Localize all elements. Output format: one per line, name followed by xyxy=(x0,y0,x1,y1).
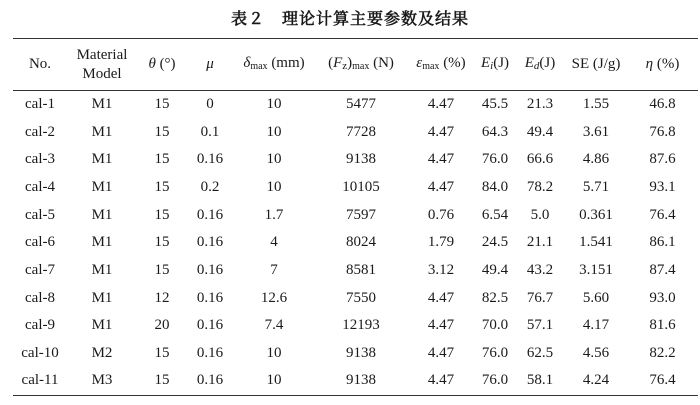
cell-ei: 76.0 xyxy=(481,151,509,168)
cell-eta: 46.8 xyxy=(649,96,676,113)
cell-eta: 86.1 xyxy=(649,234,676,251)
cell-delta-max: 12.6 xyxy=(260,289,288,306)
cell-ei: 70.0 xyxy=(481,317,509,334)
cell-delta-max: 7 xyxy=(270,261,278,278)
table-row xyxy=(13,257,698,285)
header-delta-max xyxy=(233,39,315,91)
cell-fz-max: 8024 xyxy=(346,234,376,251)
cell-material-model: M3 xyxy=(91,372,113,389)
cell-fz-max: 5477 xyxy=(346,96,376,113)
header-fz-max xyxy=(315,39,407,91)
cell-theta: 15 xyxy=(154,345,170,362)
cell-no: cal-10 xyxy=(21,345,59,362)
cell-se: 5.60 xyxy=(582,289,610,306)
cell-mu: 0.16 xyxy=(196,317,224,334)
cell-se: 4.24 xyxy=(582,372,610,389)
fz-unit: (N) xyxy=(369,54,394,71)
cell-ei: 84.0 xyxy=(481,178,509,195)
cell-theta: 12 xyxy=(154,289,170,306)
cell-eps-max: 4.47 xyxy=(427,178,455,195)
cell-material-model: M1 xyxy=(91,178,113,195)
ed-symbol: E xyxy=(524,54,534,71)
cell-material-model: M2 xyxy=(91,345,113,362)
cell-delta-max: 10 xyxy=(266,123,282,140)
table-row xyxy=(13,118,698,146)
ei-symbol: E xyxy=(480,54,491,71)
ei-unit: (J) xyxy=(493,54,510,71)
cell-ed: 58.1 xyxy=(526,372,554,389)
cell-no: cal-9 xyxy=(25,317,55,334)
cell-mu: 0.16 xyxy=(196,261,224,278)
cell-delta-max: 7.4 xyxy=(264,317,284,334)
fz-symbol: F xyxy=(333,54,343,71)
ed-unit: (J) xyxy=(539,54,556,71)
epsilon-symbol: ε xyxy=(416,54,423,71)
header-mu xyxy=(187,39,233,91)
fz-subscript-z: z xyxy=(342,59,348,72)
cell-material-model: M1 xyxy=(91,123,113,140)
cell-se: 3.151 xyxy=(579,261,613,278)
cell-eps-max: 4.47 xyxy=(427,372,455,389)
cell-mu: 0.2 xyxy=(200,178,220,195)
cell-no: cal-8 xyxy=(25,289,55,306)
cell-material-model: M1 xyxy=(91,317,113,334)
cell-se: 5.71 xyxy=(582,178,610,195)
cell-ei: 24.5 xyxy=(481,234,509,251)
table-row xyxy=(13,340,698,368)
cell-ed: 78.2 xyxy=(526,178,554,195)
cell-eps-max: 3.12 xyxy=(427,261,455,278)
cell-no: cal-5 xyxy=(25,206,55,223)
cell-se: 1.55 xyxy=(582,96,610,113)
cell-theta: 15 xyxy=(154,178,170,195)
epsilon-subscript: max xyxy=(422,60,440,72)
cell-ei: 64.3 xyxy=(481,123,509,140)
header-material-line2: Model xyxy=(82,65,122,82)
cell-mu: 0.16 xyxy=(196,345,224,362)
cell-theta: 15 xyxy=(154,372,170,389)
cell-delta-max: 10 xyxy=(266,151,282,168)
cell-ed: 66.6 xyxy=(526,151,554,168)
header-eps-max xyxy=(407,39,475,91)
cell-ei: 49.4 xyxy=(481,261,509,278)
cell-ed: 5.0 xyxy=(530,206,550,223)
cell-se: 4.86 xyxy=(582,151,610,168)
delta-unit: (mm) xyxy=(267,54,305,71)
cell-eta: 76.8 xyxy=(649,123,676,140)
cell-mu: 0.16 xyxy=(196,289,224,306)
cell-theta: 15 xyxy=(154,151,170,168)
cell-se: 1.541 xyxy=(579,234,613,251)
table-body xyxy=(13,91,698,396)
cell-theta: 15 xyxy=(154,206,170,223)
cell-eta: 76.4 xyxy=(649,206,676,223)
cell-eta: 87.6 xyxy=(649,151,676,168)
cell-no: cal-3 xyxy=(25,151,55,168)
mu-symbol: μ xyxy=(206,56,214,72)
cell-fz-max: 7728 xyxy=(346,123,376,140)
cell-se: 3.61 xyxy=(582,123,610,140)
cell-mu: 0.16 xyxy=(196,372,224,389)
cell-delta-max: 10 xyxy=(266,372,282,389)
cell-theta: 15 xyxy=(154,261,170,278)
cell-eps-max: 4.47 xyxy=(427,151,455,168)
eta-unit: (%) xyxy=(653,56,680,72)
header-theta xyxy=(137,39,187,91)
cell-no: cal-4 xyxy=(25,178,55,195)
cell-eta: 93.1 xyxy=(649,178,676,195)
cell-no: cal-7 xyxy=(25,261,55,278)
cell-material-model: M1 xyxy=(91,96,113,113)
cell-fz-max: 9138 xyxy=(346,372,376,389)
cell-no: cal-11 xyxy=(21,372,59,389)
cell-ed: 21.3 xyxy=(526,96,554,113)
cell-ed: 76.7 xyxy=(526,289,554,306)
table-row xyxy=(13,312,698,340)
cell-eps-max: 4.47 xyxy=(427,289,455,306)
cell-mu: 0.1 xyxy=(200,123,220,140)
cell-no: cal-1 xyxy=(25,96,55,113)
cell-eta: 81.6 xyxy=(649,317,676,334)
cell-eps-max: 4.47 xyxy=(427,317,455,334)
header-material-line1: Material xyxy=(76,46,128,63)
cell-ei: 76.0 xyxy=(481,345,509,362)
table-row xyxy=(13,201,698,229)
cell-fz-max: 7597 xyxy=(346,206,376,223)
cell-ed: 62.5 xyxy=(526,345,554,362)
cell-material-model: M1 xyxy=(91,234,113,251)
cell-eta: 87.4 xyxy=(649,261,676,278)
theta-unit: (°) xyxy=(155,56,176,72)
table-row xyxy=(13,91,698,119)
table-row xyxy=(13,146,698,174)
theta-symbol: θ xyxy=(148,56,156,72)
header-ei xyxy=(475,39,515,91)
cell-se: 4.56 xyxy=(582,345,610,362)
cell-eps-max: 4.47 xyxy=(427,96,455,113)
header-row xyxy=(13,39,698,91)
cell-material-model: M1 xyxy=(91,151,113,168)
cell-mu: 0.16 xyxy=(196,234,224,251)
fz-subscript-max: max xyxy=(352,60,370,72)
table-row xyxy=(13,174,698,202)
cell-fz-max: 9138 xyxy=(346,345,376,362)
cell-theta: 15 xyxy=(154,123,170,140)
delta-symbol: δ xyxy=(243,54,251,71)
cell-fz-max: 7550 xyxy=(346,289,376,306)
cell-material-model: M1 xyxy=(91,289,113,306)
cell-fz-max: 10105 xyxy=(342,178,380,195)
cell-eps-max: 4.47 xyxy=(427,123,455,140)
table-caption: 表２ 理论计算主要参数及结果 xyxy=(230,9,469,28)
fz-open-paren: ( xyxy=(328,54,334,71)
ei-subscript: i xyxy=(490,59,494,72)
cell-material-model: M1 xyxy=(91,206,113,223)
cell-ei: 6.54 xyxy=(481,206,509,223)
fz-close-paren: ) xyxy=(347,54,353,71)
cell-ei: 45.5 xyxy=(481,96,509,113)
cell-ed: 21.1 xyxy=(526,234,554,251)
cell-delta-max: 10 xyxy=(266,345,282,362)
header-material-model xyxy=(67,39,137,91)
cell-mu: 0 xyxy=(206,96,214,113)
cell-ed: 57.1 xyxy=(526,317,554,334)
cell-delta-max: 10 xyxy=(266,178,282,195)
cell-eta: 76.4 xyxy=(649,372,676,389)
cell-delta-max: 10 xyxy=(266,96,282,113)
cell-ei: 76.0 xyxy=(481,372,509,389)
cell-theta: 20 xyxy=(154,317,170,334)
cell-delta-max: 1.7 xyxy=(264,206,284,223)
cell-ei: 82.5 xyxy=(481,289,509,306)
delta-subscript: max xyxy=(250,60,268,72)
cell-theta: 15 xyxy=(154,234,170,251)
epsilon-unit: (%) xyxy=(439,54,466,71)
header-no: No. xyxy=(28,56,52,72)
cell-no: cal-2 xyxy=(25,123,55,140)
cell-ed: 43.2 xyxy=(526,261,554,278)
header-ed xyxy=(515,39,565,91)
cell-delta-max: 4 xyxy=(270,234,278,251)
cell-se: 4.17 xyxy=(582,317,610,334)
cell-theta: 15 xyxy=(154,96,170,113)
results-table xyxy=(13,38,698,396)
table-row xyxy=(13,367,698,395)
cell-eta: 82.2 xyxy=(649,345,676,362)
cell-no: cal-6 xyxy=(25,234,55,251)
cell-fz-max: 12193 xyxy=(342,317,380,334)
table-row xyxy=(13,229,698,257)
cell-eps-max: 0.76 xyxy=(427,206,455,223)
cell-material-model: M1 xyxy=(91,261,113,278)
cell-se: 0.361 xyxy=(579,206,613,223)
header-eta xyxy=(627,39,698,91)
cell-ed: 49.4 xyxy=(526,123,554,140)
cell-eta: 93.0 xyxy=(649,289,676,306)
cell-mu: 0.16 xyxy=(196,206,224,223)
cell-fz-max: 9138 xyxy=(346,151,376,168)
cell-eps-max: 4.47 xyxy=(427,345,455,362)
ed-subscript: d xyxy=(533,59,540,72)
table-row xyxy=(13,284,698,312)
cell-fz-max: 8581 xyxy=(346,261,376,278)
cell-eps-max: 1.79 xyxy=(427,234,455,251)
header-se: SE (J/g) xyxy=(571,56,621,72)
cell-mu: 0.16 xyxy=(196,151,224,168)
eta-symbol: η xyxy=(645,56,654,72)
